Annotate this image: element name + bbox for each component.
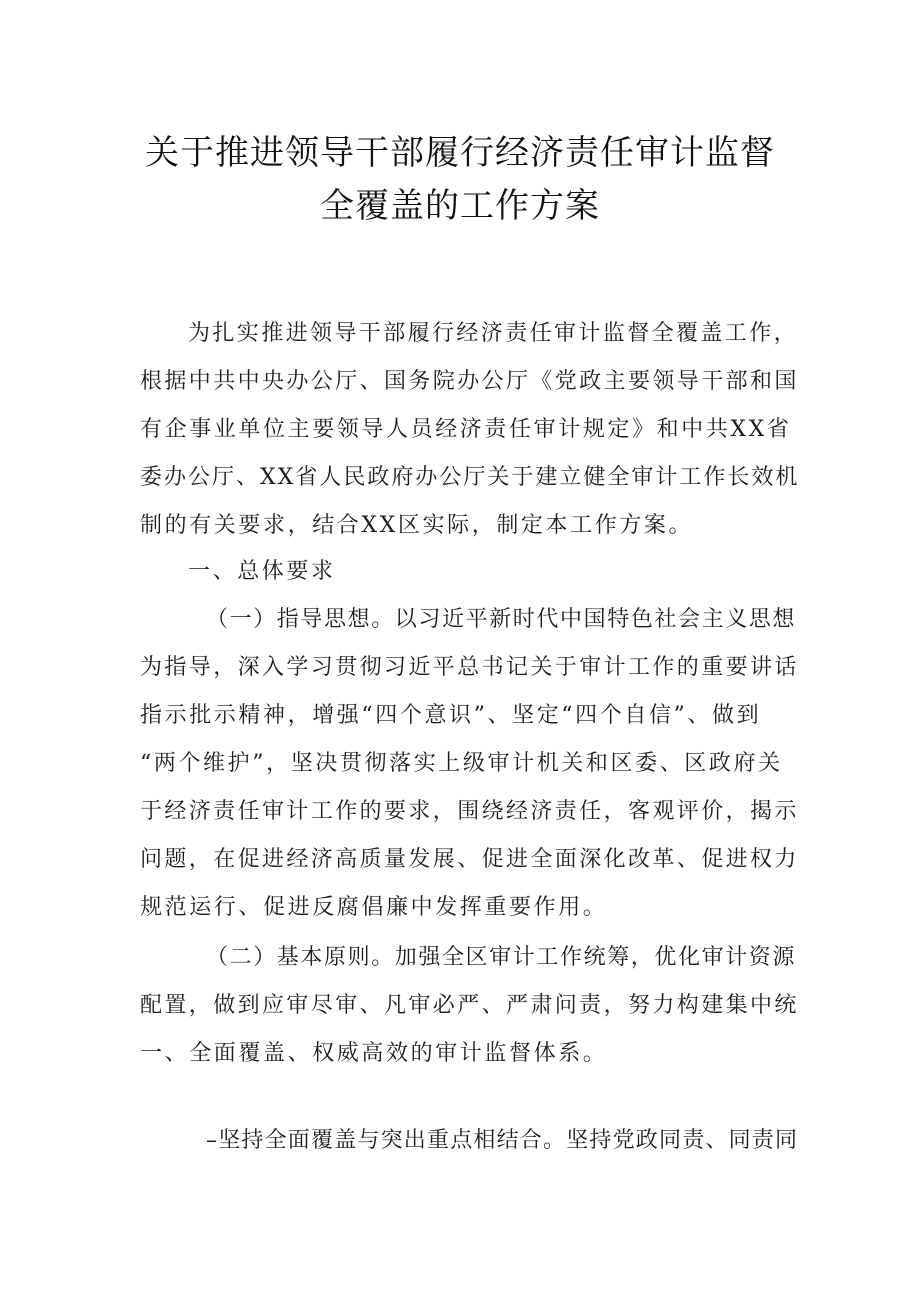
text-line: （一）指导思想。以习近平新时代中国特色社会主义思想 <box>206 607 797 632</box>
principle-item-paragraph <box>140 1117 800 1165</box>
text-line: 于经济责任审计工作的要求，围绕经济责任，客观评价，揭示 <box>140 799 799 824</box>
text-line: 制的有关要求，结合XX区实际，制定本工作方案。 <box>140 513 694 538</box>
text-line: 规范运行、促进反腐倡廉中发挥重要作用。 <box>140 895 608 920</box>
text-line: 有企事业单位主要领导人员经济责任审计规定》和中共XX省 <box>140 417 792 442</box>
text-line: 一、全面覆盖、权威高效的审计监督体系。 <box>140 1041 608 1066</box>
basic-principles-paragraph <box>140 934 800 1078</box>
text-line: 为指导，深入学习贯彻习近平总书记关于审计工作的重要讲话 <box>140 655 799 680</box>
text-line: 委办公厅、XX省人民政府办公厅关于建立健全审计工作长效机 <box>140 465 800 490</box>
document-title-line-1: 关于推进领导干部履行经济责任审计监督 <box>145 133 775 173</box>
text-line: 问题，在促进经济高质量发展、促进全面深化改革、促进权力 <box>140 847 799 872</box>
intro-paragraph <box>140 310 800 550</box>
text-line: “两个维护”，坚决贯彻落实上级审计机关和区委、区政府关 <box>140 751 783 776</box>
document-title-line-2: 全覆盖的工作方案 <box>320 186 600 226</box>
text-line: 为扎实推进领导干部履行经济责任审计监督全覆盖工作， <box>188 321 799 346</box>
text-line: 指示批示精神，增强“四个意识”、坚定“四个自信”、做到 <box>140 703 762 728</box>
text-line: 配置，做到应审尽审、凡审必严、严肃问责，努力构建集中统 <box>140 993 799 1018</box>
section-heading <box>140 548 800 596</box>
text-line: 根据中共中央办公厅、国务院办公厅《党政主要领导干部和国 <box>140 369 799 394</box>
text-line: （二）基本原则。加强全区审计工作统筹，优化审计资源 <box>206 945 797 970</box>
section-heading-text: 一、总体要求 <box>188 559 336 584</box>
guiding-ideology-paragraph <box>140 596 800 932</box>
text-line: –坚持全面覆盖与突出重点相结合。坚持党政同责、同责同 <box>206 1128 799 1153</box>
